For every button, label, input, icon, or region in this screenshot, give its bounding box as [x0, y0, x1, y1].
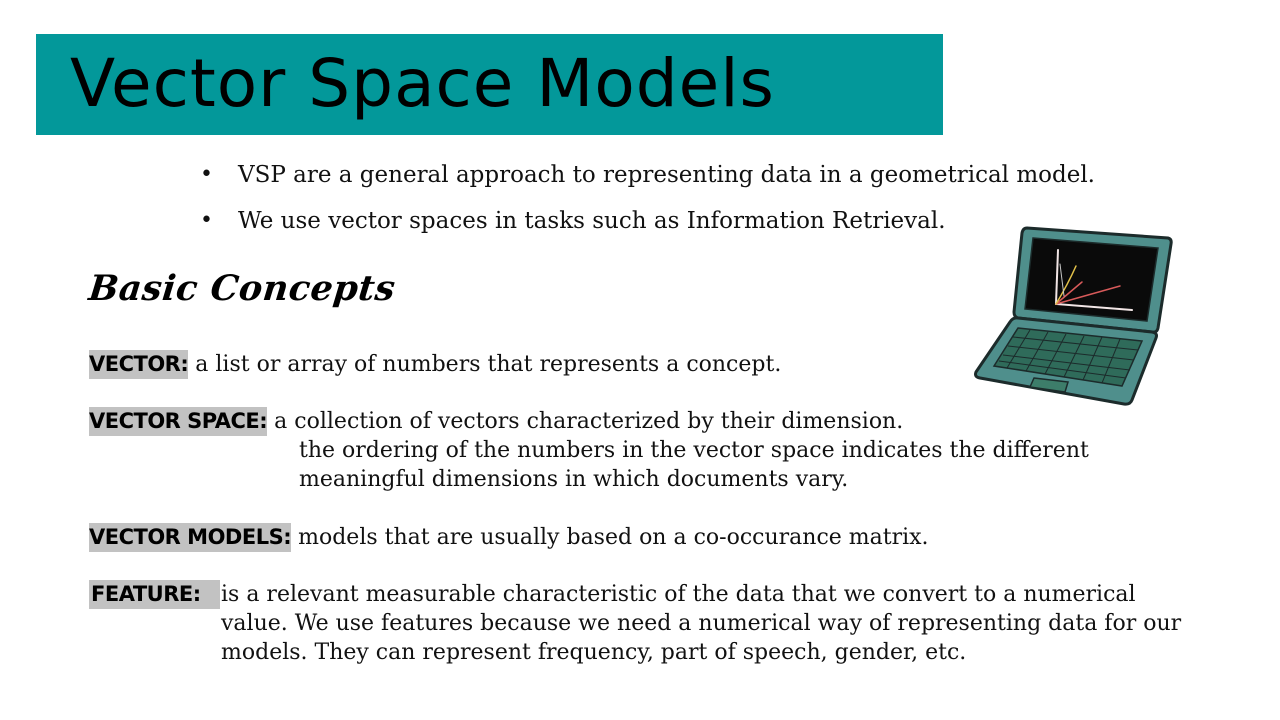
definition-vector-space-line-2: the ordering of the numbers in the vector space indicates the different — [299, 438, 1089, 463]
concept-feature — [89, 580, 220, 609]
definition-feature-line-1: is a relevant measurable characteristic of the data that we convert to a numerical — [221, 582, 1136, 607]
bullet-text: VSP are a general approach to representing data in a geometrical model. — [238, 162, 1095, 188]
concept-vector-models — [89, 523, 929, 552]
term-vector-models: VECTOR MODELS: — [89, 523, 291, 552]
term-feature: FEATURE: — [89, 580, 220, 609]
bullet-marker: • — [200, 162, 213, 187]
definition-vector-space-line-3: meaningful dimensions in which documents vary. — [299, 467, 849, 492]
concept-vector-space — [89, 407, 903, 436]
bullet-item — [200, 202, 1095, 248]
definition-feature-line-2: value. We use features because we need a numerical way of representing data for our — [221, 611, 1182, 636]
slide-title: Vector Space Models — [70, 45, 775, 122]
bullet-text: We use vector spaces in tasks such as Information Retrieval. — [238, 208, 946, 234]
term-vector-space: VECTOR SPACE: — [89, 407, 267, 436]
bullet-marker: • — [200, 208, 213, 233]
term-vector: VECTOR: — [89, 350, 188, 379]
basic-concepts-heading: Basic Concepts — [86, 268, 398, 309]
concept-vector — [89, 350, 781, 379]
bullet-item — [200, 156, 1095, 202]
definition-vector-models: models that are usually based on a co-occurance matrix. — [298, 525, 929, 550]
intro-bullet-list — [200, 156, 1095, 248]
definition-vector: a list or array of numbers that represents a concept. — [195, 352, 782, 377]
definition-vector-space: a collection of vectors characterized by their dimension. — [274, 409, 904, 434]
definition-feature-line-3: models. They can represent frequency, part of speech, gender, etc. — [221, 640, 967, 665]
laptop-icon — [972, 224, 1178, 408]
